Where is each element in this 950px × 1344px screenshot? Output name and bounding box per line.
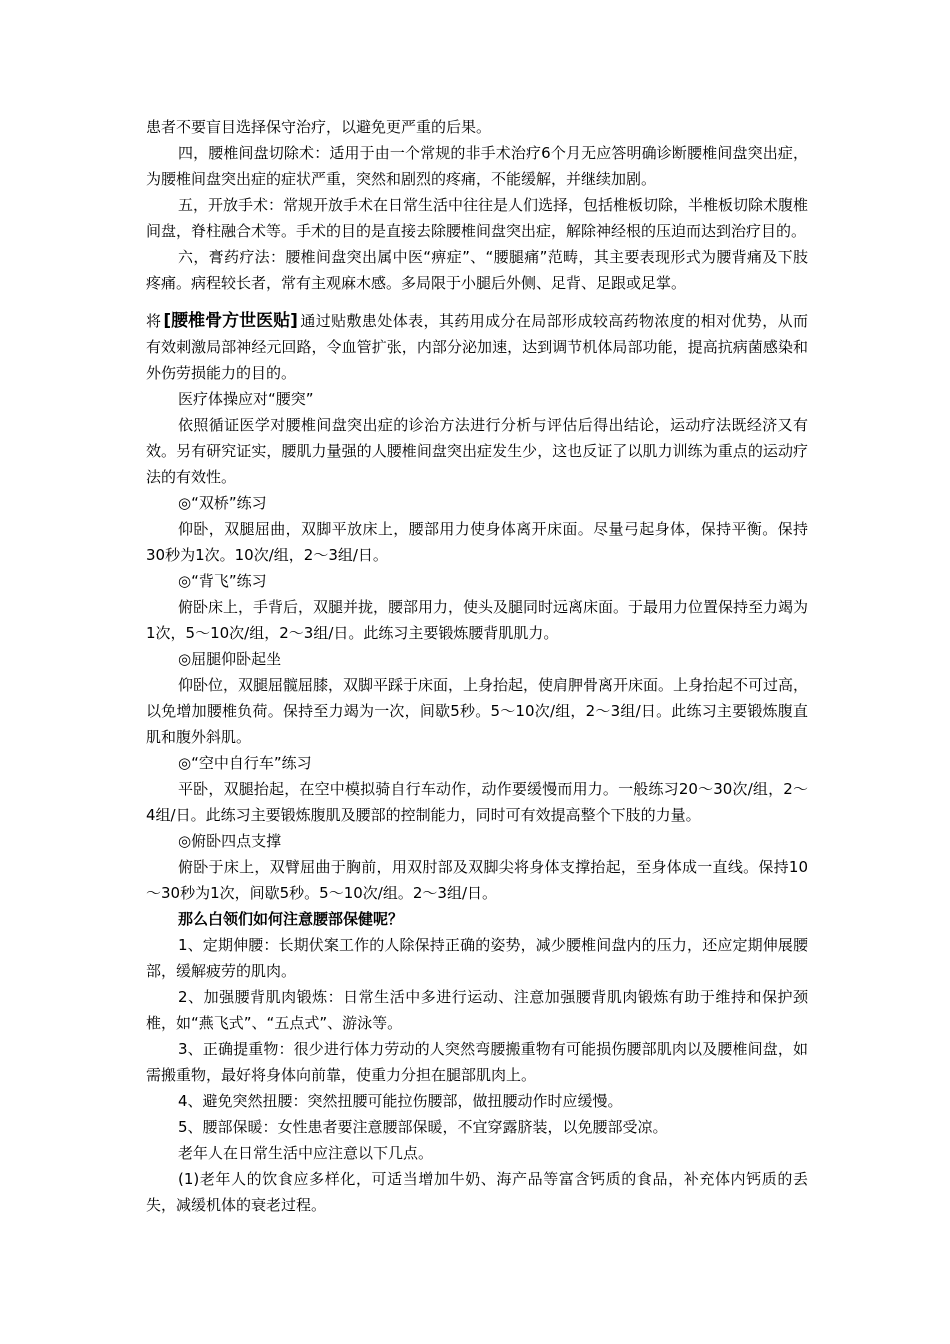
paragraph-plaster-therapy: 六，膏药疗法：腰椎间盘突出属中医“痹症”、“腰腿痛”范畴，其主要表现形式为腰背痛及下肢疼痛。病程较长者，常有主观麻木感。多局限于小腿后外侧、足背、足跟或足掌。 bbox=[146, 248, 808, 292]
patch-product-title: [腰椎骨方世医贴] bbox=[163, 311, 298, 331]
paragraph-open-surgery: 五，开放手术：常规开放手术在日常生活中往往是人们选择，包括椎板切除，半椎板切除术腹椎间盘，脊柱融合术等。手术的目的是直接去除腰椎间盘突出症，解除神经根的压迫而达到治疗目的。 bbox=[146, 196, 809, 240]
paragraph-patch-description bbox=[146, 308, 808, 386]
exercise-text-back-fly: 俯卧床上，手背后，双腿并拢，腰部用力，使头及腿同时远离床面。于最用力位置保持至力竭为1次，5～10次/组，2～3组/日。此练习主要锻炼腰背肌肌力。 bbox=[146, 598, 809, 642]
exercise-intro: 依照循证医学对腰椎间盘突出症的诊治方法进行分析与评估后得出结论，运动疗法既经济又有效。另有研究证实，腰肌力量强的人腰椎间盘突出症发生少，这也反证了以肌力训练为重点的运动疗法的有效性。 bbox=[146, 416, 808, 486]
exercise-text-double-bridge: 仰卧，双腿屈曲，双脚平放床上，腰部用力使身体离开床面。尽量弓起身体，保持平衡。保持30秒为1次。10次/组，2～3组/日。 bbox=[146, 520, 808, 564]
exercise-section-heading: 医疗体操应对“腰突” bbox=[178, 390, 314, 408]
tip-item: 5、腰部保暖：女性患者要注意腰部保暖，不宜穿露脐装，以免腰部受凉。 bbox=[178, 1118, 668, 1136]
exercise-title-four-point-plank: ◎俯卧四点支撑 bbox=[178, 832, 282, 850]
exercise-title-bent-leg-situp: ◎屈腿仰卧起坐 bbox=[178, 650, 282, 668]
patch-prefix: 将 bbox=[146, 312, 162, 330]
exercise-title-double-bridge: ◎“双桥”练习 bbox=[178, 494, 267, 512]
patch-description-text: 通过贴敷患处体表，其药用成分在局部形成较高药物浓度的相对优势，从而有效刺激局部神经元回路，令血管扩张，内部分泌加速，达到调节机体局部功能，提高抗病菌感染和外伤劳损能力的目的。 bbox=[146, 312, 808, 382]
exercise-title-air-bicycle: ◎“空中自行车”练习 bbox=[178, 754, 312, 772]
tip-item: 4、避免突然扭腰：突然扭腰可能拉伤腰部，做扭腰动作时应缓慢。 bbox=[178, 1092, 623, 1110]
tip-item: 2、加强腰背肌肉锻炼：日常生活中多进行运动、注意加强腰背肌肉锻炼有助于维持和保护颈椎，如“燕飞式”、“五点式”、游泳等。 bbox=[146, 988, 808, 1032]
elderly-heading: 老年人在日常生活中应注意以下几点。 bbox=[178, 1144, 434, 1162]
elderly-point: (1)老年人的饮食应多样化，可适当增加牛奶、海产品等富含钙质的食品，补充体内钙质的丢失，减缓机体的衰老过程。 bbox=[146, 1170, 808, 1214]
paragraph-discectomy: 四，腰椎间盘切除术：适用于由一个常规的非手术治疗6个月无应答明确诊断腰椎间盘突出症，为腰椎间盘突出症的症状严重，突然和剧烈的疼痛，不能缓解，并继续加剧。 bbox=[146, 144, 808, 188]
tip-item: 3、正确提重物：很少进行体力劳动的人突然弯腰搬重物有可能损伤腰部肌肉以及腰椎间盘，如需搬重物，最好将身体向前靠，使重力分担在腿部肌肉上。 bbox=[146, 1040, 808, 1084]
document-body bbox=[146, 114, 808, 1218]
exercise-text-bent-leg-situp: 仰卧位，双腿屈髋屈膝，双脚平踩于床面，上身抬起，使肩胛骨离开床面。上身抬起不可过高，以免增加腰椎负荷。保持至力竭为一次，间歇5秒。5～10次/组，2～3组/日。此练习主要锻炼腹直肌和腹外斜肌。 bbox=[146, 676, 809, 746]
white-collar-heading: 那么白领们如何注意腰部保健呢？ bbox=[178, 910, 404, 928]
exercise-text-air-bicycle: 平卧，双腿抬起，在空中模拟骑自行车动作，动作要缓慢而用力。一般练习20～30次/组，2～4组/日。此练习主要锻炼腹肌及腰部的控制能力，同时可有效提高整个下肢的力量。 bbox=[146, 780, 808, 824]
tip-item: 1、定期伸腰：长期伏案工作的人除保持正确的姿势，减少腰椎间盘内的压力，还应定期伸展腰部，缓解疲劳的肌肉。 bbox=[146, 936, 808, 980]
paragraph-conservative-warning: 患者不要盲目选择保守治疗，以避免更严重的后果。 bbox=[146, 118, 492, 136]
paragraph-gap bbox=[146, 296, 808, 308]
exercise-text-four-point-plank: 俯卧于床上，双臂屈曲于胸前，用双肘部及双脚尖将身体支撑抬起，至身体成一直线。保持10～30秒为1次，间歇5秒。5～10次/组。2～3组/日。 bbox=[146, 858, 808, 902]
exercise-title-back-fly: ◎“背飞”练习 bbox=[178, 572, 267, 590]
